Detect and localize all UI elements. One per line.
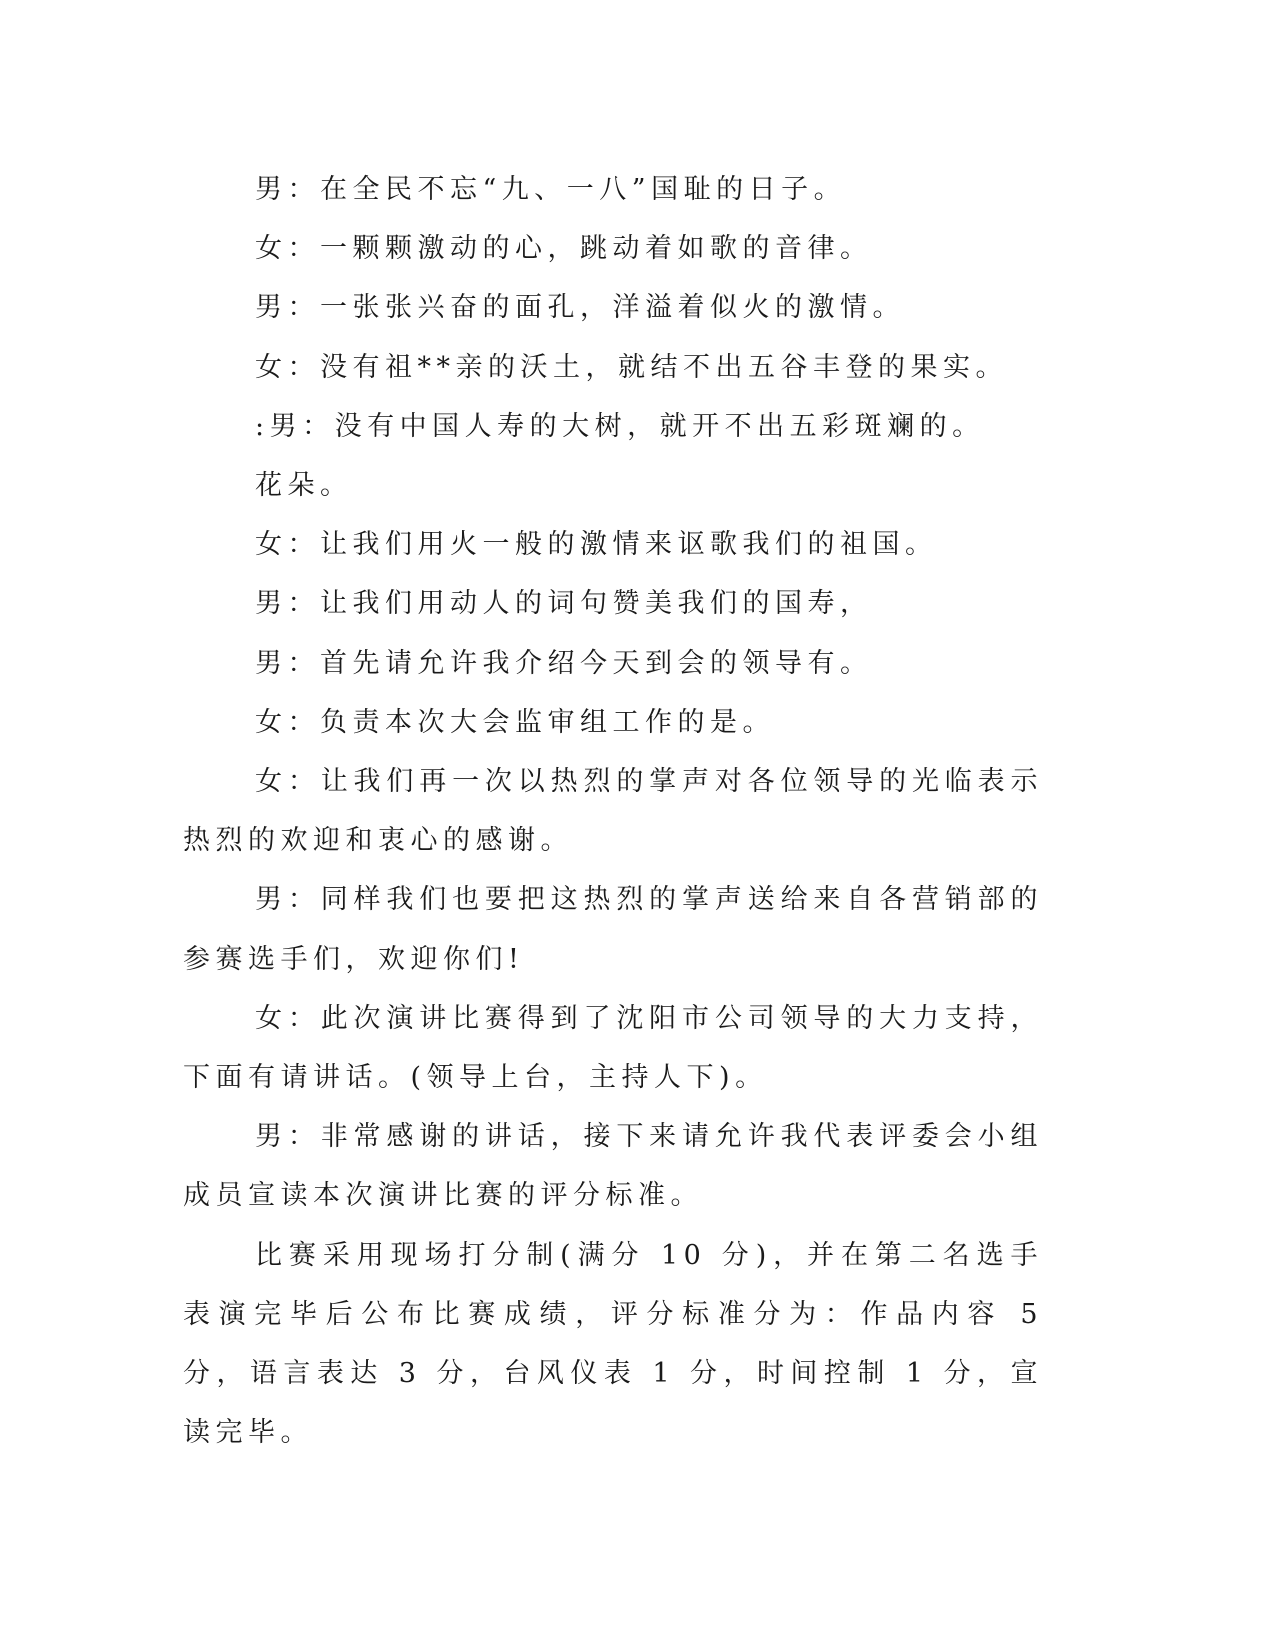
document-body: [183, 160, 1043, 1462]
paragraph-8: 男：让我们用动人的词句赞美我们的国寿，: [255, 588, 873, 620]
paragraph-4: 女：没有祖**亲的沃土，就结不出五谷丰登的果实。: [255, 351, 1008, 383]
paragraph-14: 男：非常感谢的讲话，接下来请允许我代表评委会小组成员宣读本次演讲比赛的评分标准。: [183, 1121, 1043, 1212]
paragraph-3: 男：一张张兴奋的面孔，洋溢着似火的激情。: [255, 292, 905, 324]
paragraph-7: 女：让我们用火一般的激情来讴歌我们的祖国。: [255, 529, 938, 561]
paragraph-15: 比赛采用现场打分制(满分 10 分)，并在第二名选手表演完毕后公布比赛成绩，评分标准分为：作品内容 5 分，语言表达 3 分，台风仪表 1 分，时间控制 1 分，宣读完毕。: [183, 1239, 1043, 1449]
paragraph-10: 女：负责本次大会监审组工作的是。: [255, 706, 775, 738]
paragraph-13: 女：此次演讲比赛得到了沈阳市公司领导的大力支持，下面有请讲话。(领导上台，主持人下)。: [183, 1002, 1043, 1094]
paragraph-12: 男：同样我们也要把这热烈的掌声送给来自各营销部的参赛选手们，欢迎你们!: [183, 884, 1043, 975]
paragraph-2: 女：一颗颗激动的心，跳动着如歌的音律。: [255, 233, 873, 265]
paragraph-11: 女：让我们再一次以热烈的掌声对各位领导的光临表示热烈的欢迎和衷心的感谢。: [183, 766, 1043, 857]
paragraph-9: 男：首先请允许我介绍今天到会的领导有。: [255, 647, 873, 679]
paragraph-5: :男：没有中国人寿的大树，就开不出五彩斑斓的。: [255, 410, 985, 442]
paragraph-1: 男：在全民不忘“九、一八”国耻的日子。: [255, 174, 847, 205]
paragraph-6: 花朵。: [255, 470, 353, 502]
